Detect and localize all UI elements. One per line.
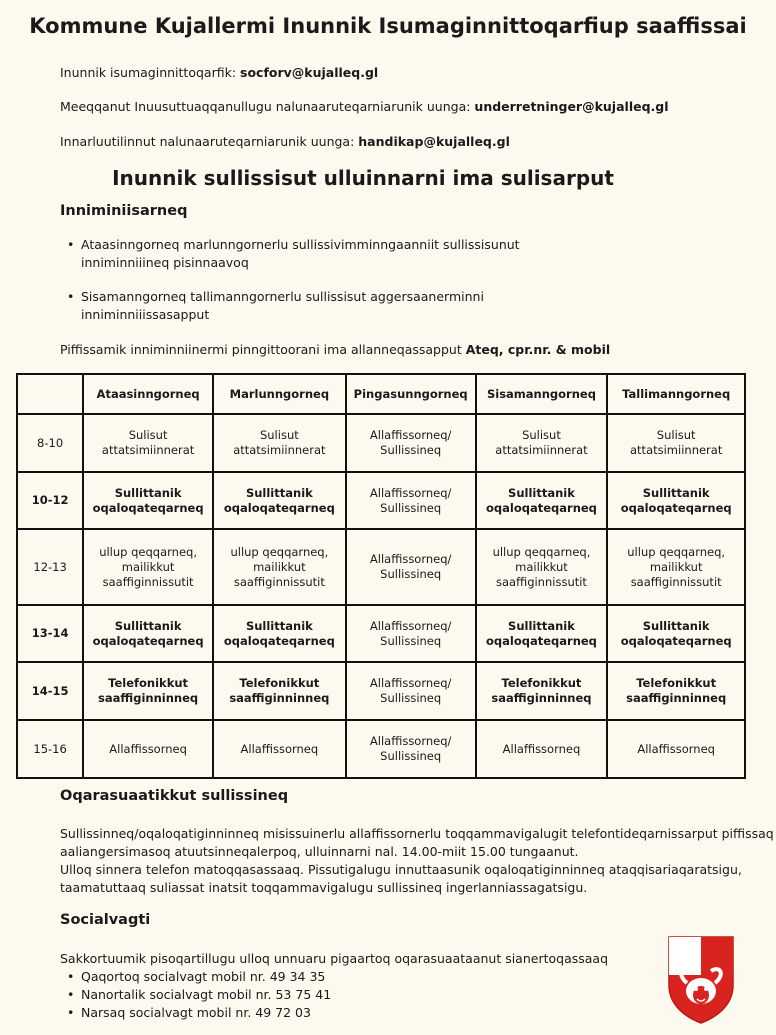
table-cell: ullup qeqqarneq, mailikkut saaffiginnissutit — [607, 529, 745, 605]
table-cell: Allaffissorneq/ Sullissineq — [346, 662, 476, 720]
list-item: • Nanortalik socialvagt mobil nr. 53 75 41 — [81, 986, 331, 1004]
table-row — [17, 414, 745, 472]
time-cell: 13-14 — [17, 605, 83, 662]
booking-list — [81, 236, 541, 340]
table-header-row — [17, 374, 745, 414]
contact-label: Inunnik isumaginnittoqarfik: — [60, 65, 241, 80]
paragraph-line: taamatuttaaq suliassat inatsit toqqammavigalugu sullissineq ingerlanniassagatsigu. — [60, 880, 588, 895]
table-cell: Sulisut attatsimiinnerat — [213, 414, 346, 472]
contact-social-office — [60, 65, 378, 80]
table-cell: Sullittanik oqaloqateqarneq — [476, 472, 608, 529]
table-cell: Allaffissorneq — [83, 720, 213, 778]
list-item: • Sisamanngorneq tallimanngornerlu sullissisut aggersaanerminni inniminniiissasapput — [81, 288, 541, 324]
page-title: Kommune Kujallermi Inunnik Isumaginnittoqarfiup saaffissai — [29, 14, 747, 38]
booking-note — [60, 341, 610, 359]
table-row — [17, 720, 745, 778]
table-cell: Sulisut attatsimiinnerat — [607, 414, 745, 472]
booking-note-text: Piffissamik inniminniinermi pinngittoorani ima allanneqassapput — [60, 342, 466, 357]
table-row — [17, 472, 745, 529]
contact-label: Innarluutilinnut nalunaaruteqarniarunik uunga: — [60, 134, 359, 149]
contact-disability-reports — [60, 134, 510, 149]
table-cell: Telefonikkut saaffiginninneq — [83, 662, 213, 720]
table-cell: Sullittanik oqaloqateqarneq — [607, 472, 745, 529]
table-cell: Sullittanik oqaloqateqarneq — [476, 605, 608, 662]
table-header-cell: Pingasunngorneq — [346, 374, 476, 414]
table-row — [17, 605, 745, 662]
time-cell: 15-16 — [17, 720, 83, 778]
time-cell: 12-13 — [17, 529, 83, 605]
table-cell: Telefonikkut saaffiginninneq — [476, 662, 608, 720]
municipality-logo-icon — [667, 935, 735, 1025]
booking-heading: Inniminiisarneq — [60, 203, 188, 219]
table-row — [17, 662, 745, 720]
table-cell: Allaffissorneq/ Sullissineq — [346, 472, 476, 529]
time-cell: 8-10 — [17, 414, 83, 472]
table-cell: ullup qeqqarneq, mailikkut saaffiginnissutit — [83, 529, 213, 605]
time-cell: 14-15 — [17, 662, 83, 720]
table-row — [17, 529, 745, 605]
table-cell: Sullittanik oqaloqateqarneq — [83, 605, 213, 662]
table-header-cell: Tallimanngorneq — [607, 374, 745, 414]
table-cell: Allaffissorneq/ Sullissineq — [346, 414, 476, 472]
paragraph-line: Ulloq sinnera telefon matoqqasassaaq. Pissutigalugu innuttaasunik oqaloqatiginninneq ataqqisariaqaratsigu, — [60, 862, 742, 877]
socialvagt-intro: Sakkortuumik pisoqartillugu ulloq unnuaru pigaartoq oqarasuaataanut sianertoqassaaq — [60, 951, 609, 966]
table-header-cell: Marlunngorneq — [213, 374, 346, 414]
schedule-title: Inunnik sullissisut ulluinnarni ima sulisarput — [112, 166, 614, 190]
contact-email[interactable]: underretninger@kujalleq.gl — [474, 99, 669, 114]
schedule-table — [16, 373, 746, 779]
table-cell: Telefonikkut saaffiginninneq — [607, 662, 745, 720]
paragraph-line: aaliangersimasoq atuutsinneqalerpoq, ulluinnarni nal. 14.00-miit 15.00 tungaanut. — [60, 844, 579, 859]
contact-email[interactable]: handikap@kujalleq.gl — [358, 134, 510, 149]
table-cell: Sullittanik oqaloqateqarneq — [213, 605, 346, 662]
table-cell: Sulisut attatsimiinnerat — [83, 414, 213, 472]
list-item: • Narsaq socialvagt mobil nr. 49 72 03 — [81, 1004, 331, 1022]
table-cell: Allaffissorneq — [213, 720, 346, 778]
booking-note-required: Ateq, cpr.nr. & mobil — [465, 342, 611, 357]
table-cell: Sullittanik oqaloqateqarneq — [83, 472, 213, 529]
socialvagt-list — [81, 968, 331, 1022]
table-header-cell: Sisamanngorneq — [476, 374, 608, 414]
table-cell: Sullittanik oqaloqateqarneq — [607, 605, 745, 662]
phone-service-heading: Oqarasuaatikkut sullissineq — [60, 788, 289, 804]
table-cell: Sulisut attatsimiinnerat — [476, 414, 608, 472]
table-cell: Telefonikkut saaffiginninneq — [213, 662, 346, 720]
contact-label: Meeqqanut Inuusuttuaqqanullugu nalunaaruteqarniarunik uunga: — [60, 99, 475, 114]
list-item: • Ataasinngorneq marlunngornerlu sullissivimminngaanniit sullissisunut inniminniiineq pisinnaavoq — [81, 236, 541, 272]
list-item: • Qaqortoq socialvagt mobil nr. 49 34 35 — [81, 968, 331, 986]
phone-service-text — [60, 825, 774, 897]
table-cell: Allaffissorneq/ Sullissineq — [346, 605, 476, 662]
table-cell: ullup qeqqarneq, mailikkut saaffiginnissutit — [476, 529, 608, 605]
paragraph-line: Sullissinneq/oqaloqatiginninneq misissuinerlu allaffissornerlu toqqammavigalugit telefontideqarnissarput piffissaq — [60, 826, 774, 841]
time-cell: 10-12 — [17, 472, 83, 529]
table-cell: Allaffissorneq — [607, 720, 745, 778]
table-cell: Allaffissorneq/ Sullissineq — [346, 720, 476, 778]
table-cell: ullup qeqqarneq, mailikkut saaffiginnissutit — [213, 529, 346, 605]
table-header-cell: Ataasinngorneq — [83, 374, 213, 414]
table-cell: Allaffissorneq — [476, 720, 608, 778]
table-header-cell — [17, 374, 83, 414]
socialvagt-heading: Socialvagti — [60, 912, 151, 928]
contact-children-reports — [60, 99, 669, 114]
contact-email[interactable]: socforv@kujalleq.gl — [240, 65, 379, 80]
table-cell: Sullittanik oqaloqateqarneq — [213, 472, 346, 529]
table-cell: Allaffissorneq/ Sullissineq — [346, 529, 476, 605]
